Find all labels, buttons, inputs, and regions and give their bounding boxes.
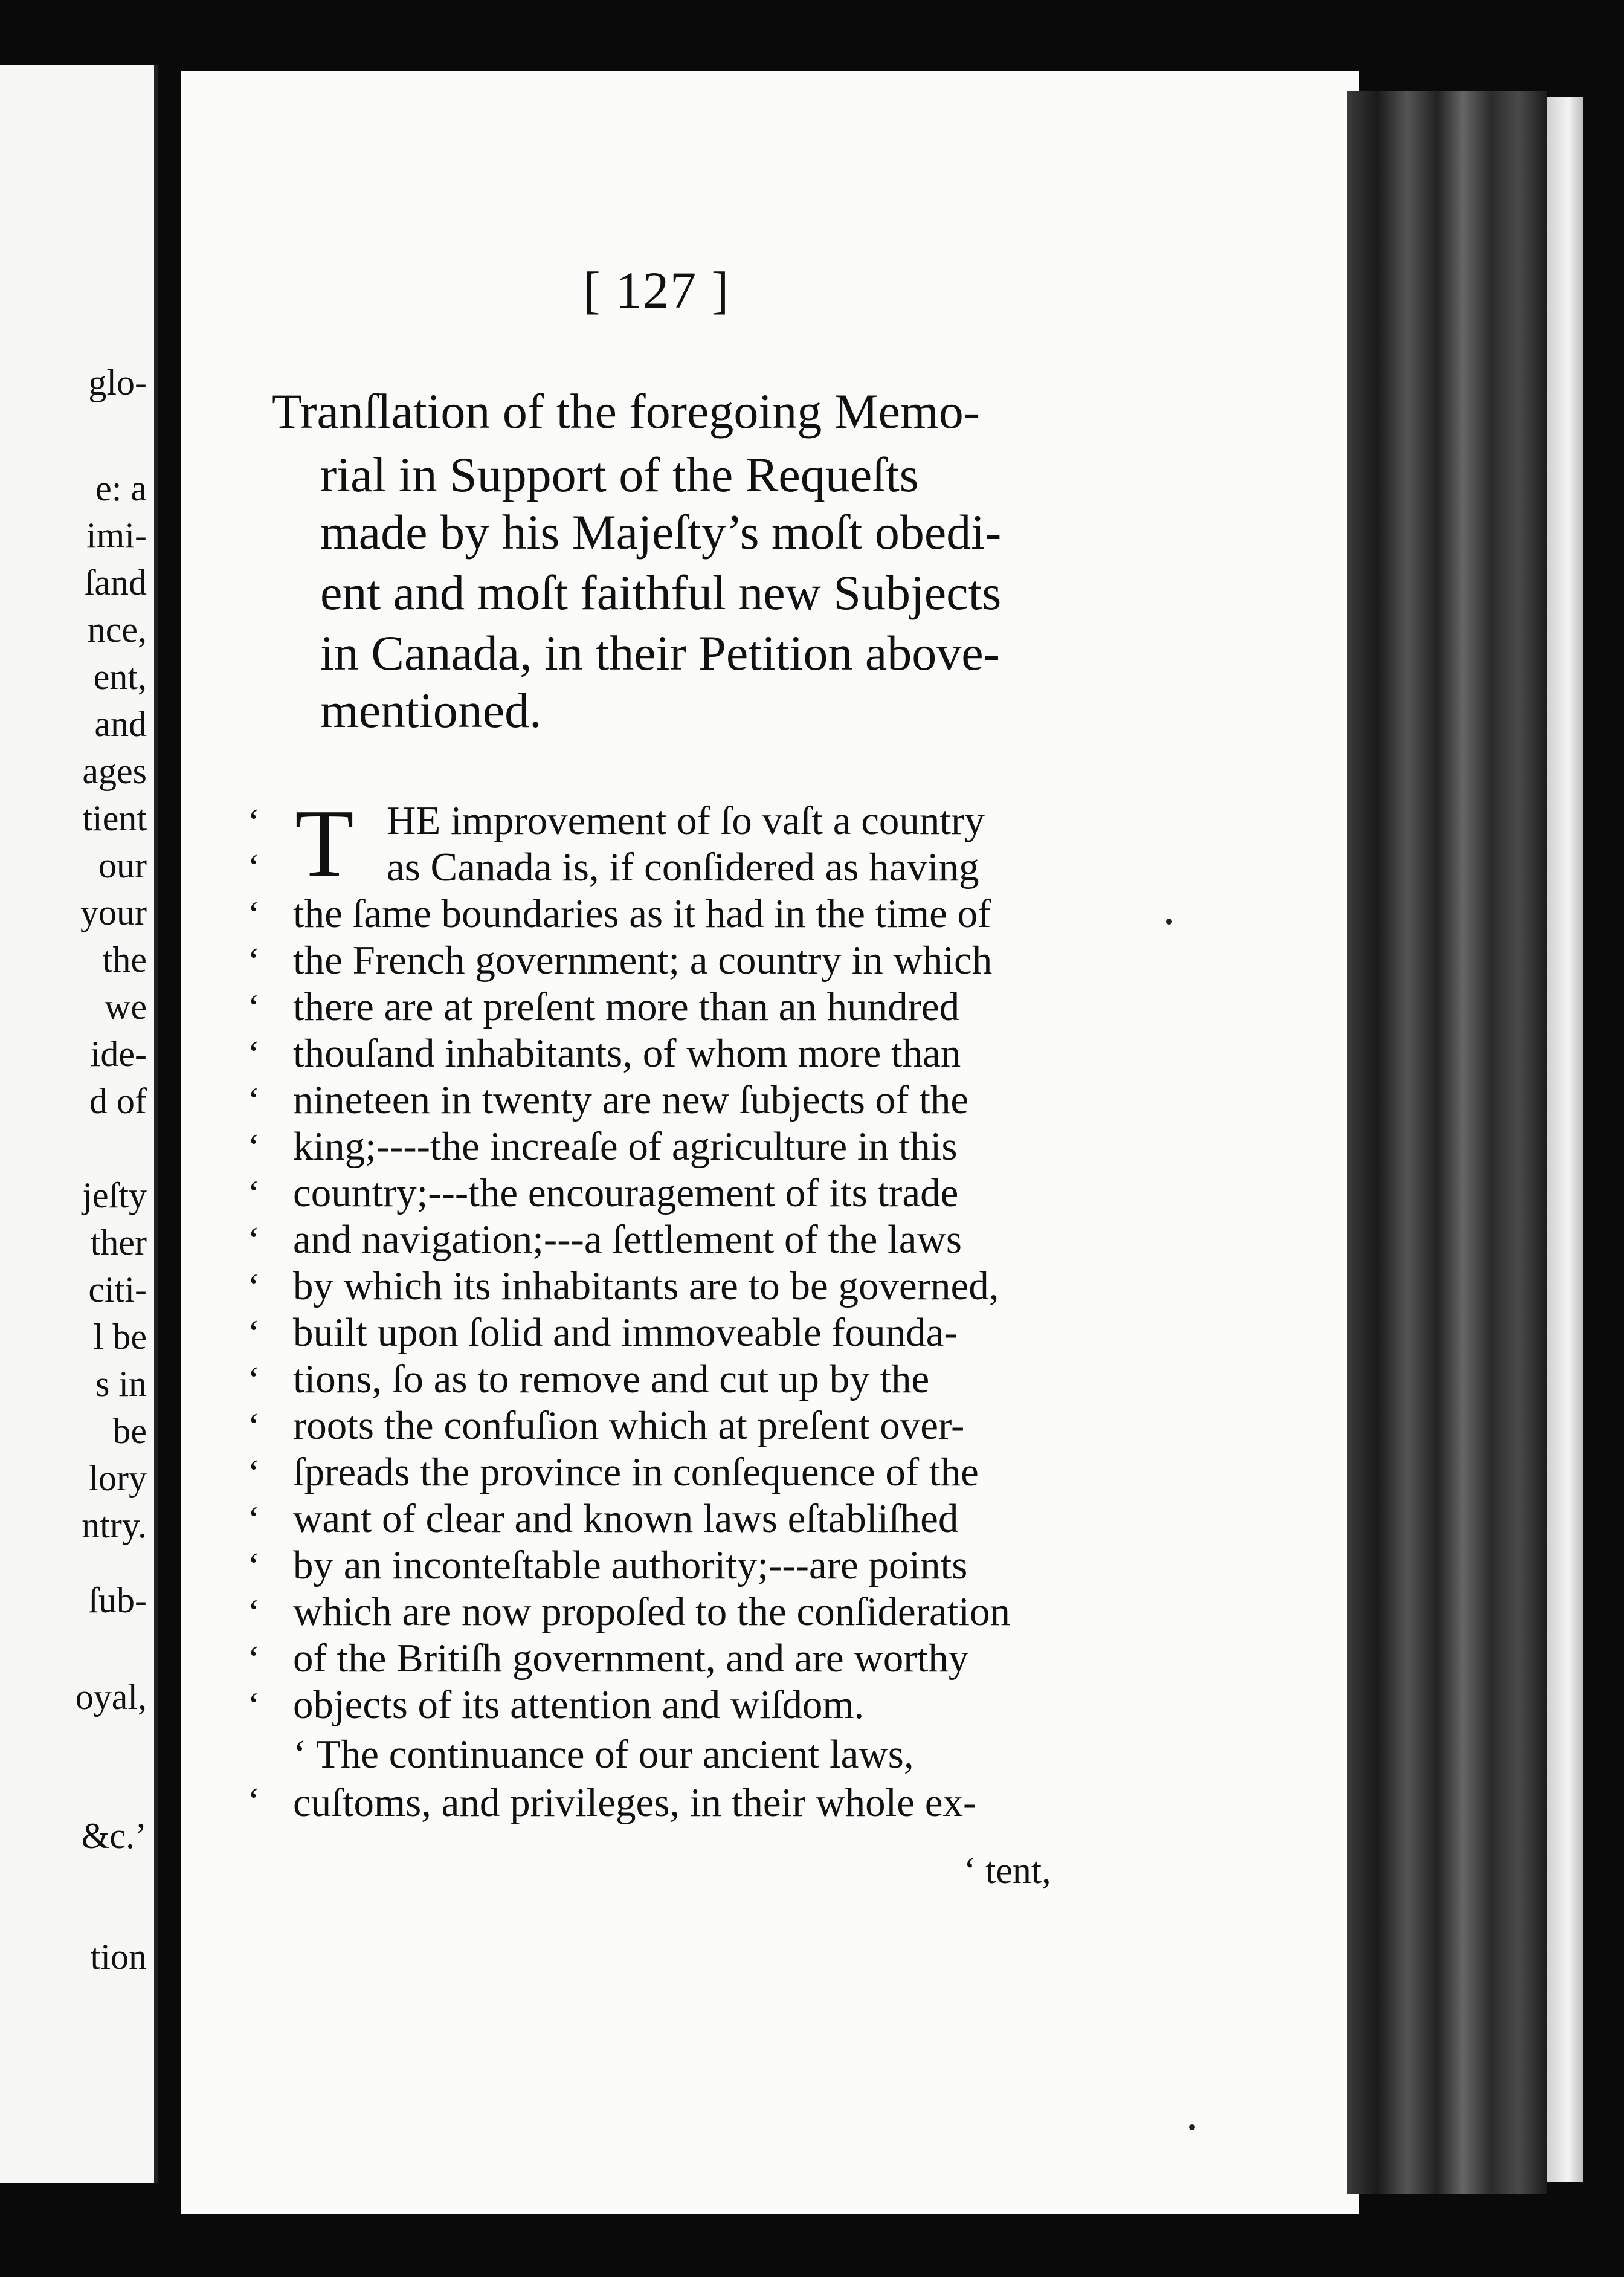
left-facing-page xyxy=(0,65,158,2183)
margin-quote-mark: ‘ xyxy=(248,1127,260,1167)
left-page-line: imi- xyxy=(86,515,147,555)
drop-cap: T xyxy=(295,789,354,897)
left-page-line: we xyxy=(105,987,147,1027)
page-number: [ 127 ] xyxy=(583,261,730,319)
left-page-line: ſand xyxy=(84,563,147,602)
left-page-line: our xyxy=(98,845,147,885)
margin-quote-mark: ‘ xyxy=(248,802,260,842)
left-page-line: ages xyxy=(82,751,147,791)
margin-quote-mark: ‘ xyxy=(248,1360,260,1400)
margin-quote-mark: ‘ xyxy=(248,941,260,981)
margin-quote-mark: ‘ xyxy=(248,1546,260,1586)
left-page-line: ther xyxy=(90,1222,147,1262)
title-line: mentioned. xyxy=(320,683,542,738)
left-page-line: lory xyxy=(88,1458,147,1498)
body-line: there are at preſent more than an hundred xyxy=(293,984,960,1029)
title-line: ent and moſt faithful new Subjects xyxy=(320,565,1002,620)
margin-quote-mark: ‘ xyxy=(248,1639,260,1679)
stray-mark xyxy=(1189,2124,1195,2130)
body-line: as Canada is, if conſidered as having xyxy=(387,845,979,890)
body-line: and navigation;---a ſettlement of the laws xyxy=(293,1217,962,1262)
body-line: ‘ The continuance of our ancient laws, xyxy=(293,1732,914,1777)
left-page-line: l be xyxy=(93,1317,147,1357)
left-page-line: citi- xyxy=(88,1270,147,1310)
title-line: in Canada, in their Petition above- xyxy=(320,625,1000,680)
body-line: the ſame boundaries as it had in the time of xyxy=(293,891,991,936)
left-page-line: and xyxy=(94,704,147,744)
title-line: Tranſlation of the foregoing Memo- xyxy=(272,384,981,439)
margin-quote-mark: ‘ xyxy=(248,1267,260,1306)
margin-quote-mark: ‘ xyxy=(248,1174,260,1213)
left-page-line: ent, xyxy=(93,657,147,697)
margin-quote-mark: ‘ xyxy=(248,1781,260,1821)
margin-quote-mark: ‘ xyxy=(248,1499,260,1539)
margin-quote-mark: ‘ xyxy=(248,894,260,934)
left-page-line: the xyxy=(102,940,147,980)
title-line: made by his Majeſty’s moſt obedi- xyxy=(320,505,1002,560)
left-page-line: &c.’ xyxy=(81,1816,147,1856)
left-page-line: ide- xyxy=(90,1034,147,1074)
left-page-line: ſub- xyxy=(88,1580,147,1620)
body-line: cuſtoms, and privileges, in their whole ex- xyxy=(293,1780,977,1825)
body-line: by an inconteſtable authority;---are points xyxy=(293,1543,968,1587)
body-line: roots the confuſion which at preſent over- xyxy=(293,1403,965,1448)
margin-quote-mark: ‘ xyxy=(248,1453,260,1493)
margin-quote-mark: ‘ xyxy=(248,987,260,1027)
body-line: which are now propoſed to the conſideration xyxy=(293,1589,1011,1634)
margin-quote-mark: ‘ xyxy=(248,1313,260,1353)
catchword: ‘ tent, xyxy=(964,1850,1051,1891)
margin-quote-mark: ‘ xyxy=(248,1685,260,1725)
body-line: nineteen in twenty are new ſubjects of the xyxy=(293,1077,969,1122)
body-line: the French government; a country in which xyxy=(293,938,993,983)
left-page-line: d of xyxy=(89,1081,147,1121)
body-line: of the Britiſh government, and are worthy xyxy=(293,1636,969,1681)
left-page-line: jeſty xyxy=(82,1175,147,1215)
margin-quote-mark: ‘ xyxy=(248,1080,260,1120)
body-line: ſpreads the province in conſequence of the xyxy=(293,1450,979,1494)
body-line: by which its inhabitants are to be governed, xyxy=(293,1264,999,1308)
left-page-line: tion xyxy=(90,1937,147,1977)
left-page-line: glo- xyxy=(88,363,147,402)
body-line: country;---the encouragement of its trade xyxy=(293,1171,959,1215)
body-line: objects of its attention and wiſdom. xyxy=(293,1682,865,1727)
left-page-line: your xyxy=(80,893,147,932)
body-line: built upon ſolid and immoveable founda- xyxy=(293,1310,958,1355)
title-line: rial in Support of the Requeſts xyxy=(320,447,919,502)
left-page-line: e: a xyxy=(95,468,147,508)
margin-quote-mark: ‘ xyxy=(248,1592,260,1632)
body-line: thouſand inhabitants, of whom more than xyxy=(293,1031,961,1076)
left-page-line: s in xyxy=(95,1364,147,1404)
page-edge-shadow xyxy=(1347,91,1547,2194)
body-line: tions, ſo as to remove and cut up by the xyxy=(293,1357,930,1401)
left-page-line: tient xyxy=(82,798,147,838)
stray-mark xyxy=(1166,919,1172,925)
left-page-line: ntry. xyxy=(82,1505,147,1545)
body-line: HE improvement of ſo vaſt a country xyxy=(387,798,985,843)
left-page-line: nce, xyxy=(87,610,147,650)
body-line: king;----the increaſe of agriculture in this xyxy=(293,1124,958,1169)
margin-quote-mark: ‘ xyxy=(248,1220,260,1260)
margin-quote-mark: ‘ xyxy=(248,847,260,887)
body-line: want of clear and known laws eſtabliſhed xyxy=(293,1496,959,1541)
left-page-line: oyal, xyxy=(75,1677,147,1717)
margin-quote-mark: ‘ xyxy=(248,1034,260,1074)
margin-quote-mark: ‘ xyxy=(248,1406,260,1446)
left-page-line: be xyxy=(112,1411,147,1451)
page-edge-highlight xyxy=(1547,97,1583,2182)
